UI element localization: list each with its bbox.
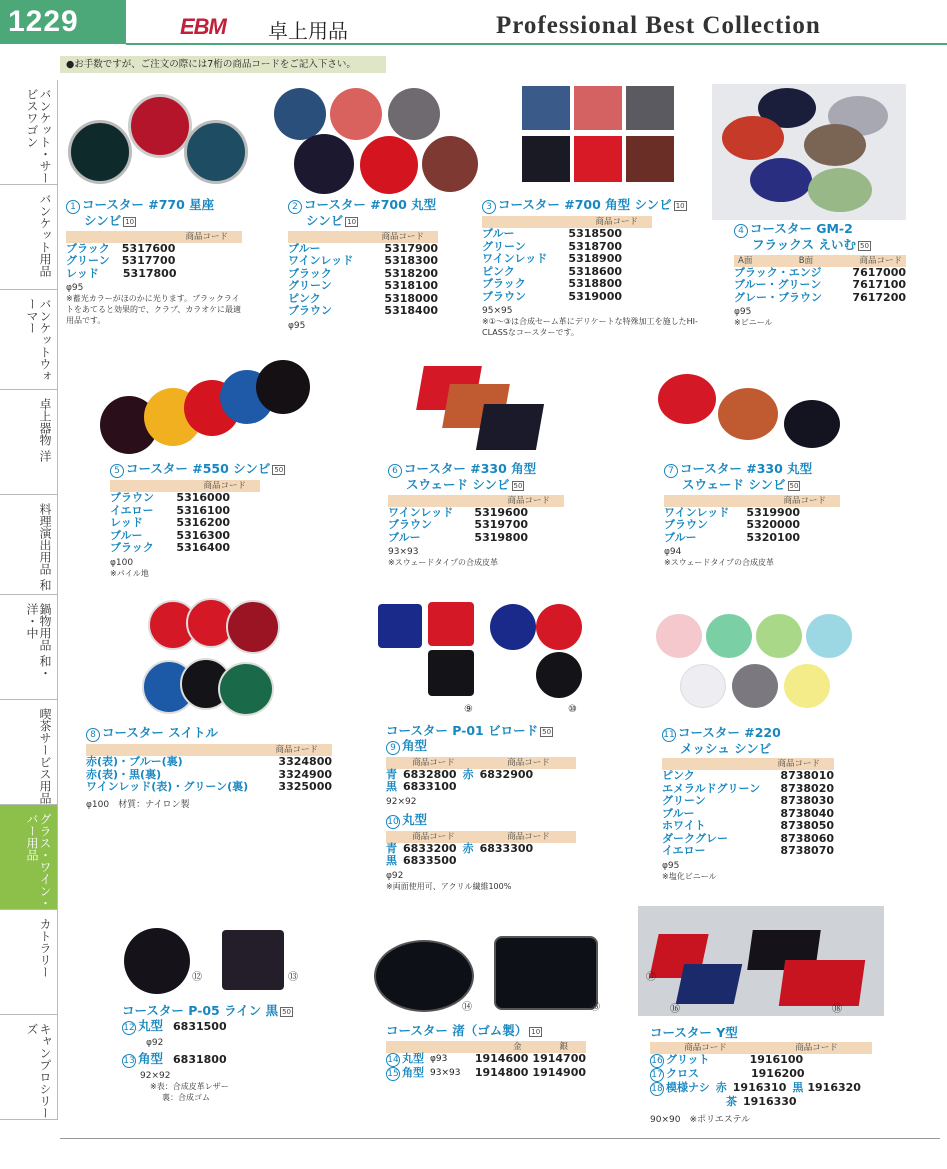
- list-item: レッド 5317800: [66, 266, 177, 280]
- code-header: 商品コード: [662, 758, 834, 770]
- item-number-badge: 8: [86, 728, 100, 742]
- list-item: ピンク 5318000: [288, 291, 438, 305]
- list-item: ブルー 5318500: [482, 227, 622, 240]
- pack-quantity-badge: 50: [859, 241, 869, 250]
- page-number: 1229: [0, 0, 126, 44]
- product-gm2: 4 コースター GM-2 フラックス えいむ 50 A面 B面 商品コード ブラック・エンジ 7617000 ブルー・グリーン 7617100 グレー・ブラウン 7617200 φ95 ※ビニール: [734, 221, 906, 327]
- product-220-mesh: 11 コースター #220 メッシュ シンビ 商品コード ピンク 8738010 エメラルドグリーン 8738020 グリーン 8738030 ブルー 8738040 ホワイト 8738050 ダークグレー 8738060 イエロー 8738070 φ95 ※塩化ビニール: [662, 725, 834, 881]
- list-item: ブルー 5319800: [388, 530, 528, 544]
- list-item: ワインレッド 5318900: [482, 252, 622, 265]
- product-photo-220: [654, 610, 858, 710]
- product-photo-suitoru: [140, 598, 290, 722]
- product-photo-770: [66, 88, 266, 188]
- list-item: イエロー 5316100: [110, 503, 230, 517]
- code-header: 商品コード: [86, 744, 332, 756]
- product-550: 5 コースター #550 シンビ 50 商品コード ブラウン 5316000 イエロー 5316100 レッド 5316200 ブルー 5316300 ブラック 5316400 φ100 ※パイル地: [110, 461, 284, 578]
- code-header: 商品コード: [66, 231, 242, 243]
- label-10: ⑩: [568, 704, 577, 715]
- product-700-round: 2 コースター #700 丸型 シンビ 10 商品コード ブルー 5317900 ワインレッド 5318300 ブラック 5318200 グリーン 5318100 ピンク 5318000 ブラウン 5318400 φ95: [288, 197, 438, 331]
- pack-quantity-badge: 50: [274, 465, 284, 474]
- code-header: 商品コード: [664, 495, 840, 507]
- sidebar-item-banquet-warmer[interactable]: バンケットウォーマー: [0, 290, 58, 390]
- list-item: ブルー・グリーン 7617100: [734, 278, 906, 291]
- product-photo-330-round: [656, 372, 846, 452]
- item-number-badge: 12: [123, 1022, 135, 1033]
- product-ytype: コースター Y型 商品コード 商品コード 16 グリット 1916100 17 クロス 1916200 18 模様ナシ 赤 1916310 黒 1916320 茶 1916330 90×90 ※ポリエステル: [650, 1026, 872, 1125]
- list-item: ブラウン 5319000: [482, 289, 622, 303]
- list-item: グリーン 5318100: [288, 279, 438, 292]
- list-item: ピンク 5318600: [482, 264, 622, 278]
- list-item: ワインレッド 5319900: [664, 505, 800, 519]
- code-header: 商品コード: [388, 495, 564, 507]
- pack-quantity-badge: 10: [675, 201, 685, 210]
- item-number-badge: 6: [388, 464, 402, 478]
- item-number-badge: 17: [651, 1070, 663, 1080]
- list-item: ピンク 8738010: [662, 769, 834, 782]
- code-header: 商品コード 商品コード: [386, 757, 576, 769]
- sidebar-item-banquet-wagon[interactable]: バンケット・サービスワゴン: [0, 80, 58, 185]
- list-item: イエロー 8738070: [662, 844, 834, 857]
- sidebar-item-banquet-goods[interactable]: バンケット用品: [0, 185, 58, 290]
- list-item: ワインレッド 5319600: [388, 505, 528, 519]
- item-number-badge: 13: [123, 1055, 135, 1066]
- product-p01-velour: コースター P-01 ビロード 50 9 角型 商品コード 商品コード 青 6832800 赤 6832900 黒 6833100 92×92 10 丸型 商品コード 商品コード 青 6833200 赤 6833300 黒 6833500 φ92 ※両面使用可、アクリル繊維100%: [386, 724, 576, 892]
- list-item: 赤(表)・ブルー(裏) 3324800: [86, 755, 332, 768]
- list-item: 黒 6833100: [386, 780, 457, 793]
- item-number-badge: 14: [387, 1054, 399, 1065]
- list-item: ブラウン 5320000: [664, 518, 800, 531]
- list-item: ホワイト 8738050: [662, 819, 834, 832]
- item-number-badge: 9: [386, 741, 400, 755]
- category-title: 卓上用品: [268, 19, 348, 43]
- product-photo-ytype: [638, 906, 884, 1016]
- item-number-badge: 18: [651, 1084, 663, 1094]
- item-number-badge: 16: [651, 1056, 663, 1066]
- header-rule: [126, 43, 947, 45]
- list-item: グリーン 8738030: [662, 794, 834, 807]
- footer-rule: [60, 1138, 940, 1139]
- product-photo-p05: [120, 924, 310, 1004]
- list-item: グレー・ブラウン 7617200: [734, 290, 906, 304]
- item-number-badge: 15: [387, 1068, 399, 1079]
- list-item: ブルー 5320100: [664, 530, 800, 544]
- list-item: ダークグレー 8738060: [662, 831, 834, 845]
- sidebar-item-glass-bar[interactable]: グラス・ワイン・バー用品: [0, 805, 58, 910]
- list-item: 赤(表)・黒(裏) 3324900: [86, 767, 332, 781]
- list-item: 15 角型 93×93 1914800 1914900: [387, 1065, 586, 1079]
- code-header: 商品コード: [110, 480, 260, 492]
- label-14: ⑭: [462, 1002, 472, 1013]
- code-header: 商品コード 商品コード: [650, 1042, 872, 1054]
- list-item: グリーン 5317700: [66, 254, 176, 267]
- list-item: ワインレッド 5318300: [288, 254, 438, 267]
- list-item: ワインレッド(表)・グリーン(裏) 3325000: [86, 780, 332, 793]
- product-nagisa: コースター 渚（ゴム製） 10 金 銀 14 丸型 φ93 1914600 1914700 15 角型 93×93 1914800 1914900: [386, 1023, 586, 1079]
- list-item: 14 丸型 φ93 1914600 1914700: [387, 1051, 586, 1065]
- list-item: ブラック 5317600: [66, 241, 176, 255]
- code-header: 商品コード: [288, 231, 438, 243]
- item-number-badge: 10: [387, 816, 399, 827]
- list-item: 青 6832800 赤 6832900: [386, 767, 534, 781]
- pack-quantity-badge: 50: [282, 1007, 292, 1016]
- list-item: 16 グリット 1916100: [651, 1053, 804, 1066]
- sidebar-item-campro[interactable]: キャンプロシリーズ: [0, 1015, 58, 1120]
- product-330-square: 6 コースター #330 角型 スウェード シンビ 50 商品コード ワインレッド 5319600 ブラウン 5319700 ブルー 5319800 93×93 ※スウェードタイプの合成皮革: [388, 462, 564, 568]
- item-number-badge: 1: [66, 200, 80, 214]
- sidebar-item-cafe[interactable]: 喫茶サービス用品: [0, 700, 58, 805]
- list-item: レッド 5316200: [110, 516, 230, 529]
- list-item: ブラック 5318800: [482, 277, 622, 290]
- product-770-seiza: 1 コースター #770 星座 シンビ 10 商品コード ブラック 5317600 グリーン 5317700 レッド 5317800 φ95 ※蓄光カラーがほのかに光ります。ブラックライトをあてると効果的で、クラブ、カラオケに最適用品です。: [66, 197, 242, 325]
- product-photo-550: [100, 360, 320, 460]
- list-item: ブラック・エンジ 7617000: [734, 265, 906, 279]
- product-330-round: 7 コースター #330 丸型 スウェード シンビ 50 商品コード ワインレッド 5319900 ブラウン 5320000 ブルー 5320100 φ94 ※スウェードタイプの合成皮革: [664, 462, 840, 568]
- list-item: グリーン 5318700: [482, 239, 622, 253]
- item-number-badge: 3: [482, 200, 496, 214]
- pack-quantity-badge: 50: [542, 727, 552, 736]
- sidebar-item-hotpot[interactable]: 鍋物用品 和・洋・中: [0, 595, 58, 700]
- code-header: 商品コード 商品コード: [386, 831, 576, 843]
- item-number-badge: 5: [110, 464, 124, 478]
- item-number-badge: 2: [288, 200, 302, 214]
- code-header: 金 銀: [386, 1041, 586, 1053]
- product-photo-gm2: [712, 84, 906, 220]
- list-item: ブラウン 5316000: [110, 491, 230, 504]
- product-p05-line: コースター P-05 ライン 黒 50 12 丸型 6831500 φ92 13 角型 6831800 92×92 ※表：合成皮革レザー 裏：合成ゴム: [122, 1003, 292, 1102]
- pack-quantity-badge: 10: [125, 217, 135, 226]
- label-9: ⑨: [464, 704, 473, 715]
- product-photo-nagisa: [370, 932, 616, 1016]
- label-18: ⑱: [832, 1004, 842, 1015]
- product-700-square: 3 コースター #700 角型 シンビ 10 商品コード ブルー 5318500 グリーン 5318700 ワインレッド 5318900 ピンク 5318600 ブラック 5318800 ブラウン 5319000 95×95 ※①～③は合成セーム革にデリケートな特殊加工を施したHI-CLASSなコースターです。: [482, 197, 698, 337]
- item-number-badge: 4: [734, 224, 748, 238]
- product-photo-330-square: [420, 366, 550, 456]
- sidebar-item-cutlery[interactable]: カトラリー: [0, 910, 58, 1015]
- list-item: ブラウン 5318400: [288, 304, 438, 317]
- product-photo-700-round: [272, 86, 484, 196]
- list-item: ブルー 8738040: [662, 806, 834, 820]
- label-16: ⑯: [670, 1004, 680, 1015]
- pack-quantity-badge: 10: [531, 1027, 541, 1036]
- code-header: 商品コード: [482, 216, 652, 228]
- list-item: 17 クロス 1916200: [651, 1067, 805, 1080]
- product-photo-700-square: [522, 86, 680, 186]
- code-header: A面 B面 商品コード: [734, 255, 906, 267]
- product-suitoru: 8 コースター スイトル 商品コード 赤(表)・ブルー(裏) 3324800 赤(表)・黒(裏) 3324900 ワインレッド(表)・グリーン(裏) 3325000 φ100 材質：ナイロン製: [86, 725, 332, 810]
- brand-logo: EBM: [180, 14, 226, 39]
- list-item: 青 6833200 赤 6833300: [386, 841, 534, 855]
- list-item: 茶 1916330: [726, 1095, 797, 1108]
- list-item: 黒 6833500: [386, 854, 457, 867]
- label-12: ⑫: [192, 972, 202, 983]
- product-photo-p01: [378, 600, 588, 720]
- list-item: ブラック 5318200: [288, 266, 438, 280]
- item-number-badge: 11: [663, 730, 675, 740]
- pack-quantity-badge: 50: [789, 481, 799, 490]
- label-13: ⑬: [288, 972, 298, 983]
- list-item: ブラウン 5319700: [388, 518, 528, 531]
- list-item: ブラック 5316400: [110, 541, 230, 554]
- list-item: ブルー 5316300: [110, 528, 230, 542]
- pack-quantity-badge: 50: [513, 481, 523, 490]
- label-15: ⑮: [590, 1002, 600, 1013]
- sidebar-item-presentation[interactable]: 料理演出用品 和: [0, 495, 58, 595]
- label-17: ⑰: [646, 972, 656, 983]
- collection-title: Professional Best Collection: [496, 12, 821, 39]
- pack-quantity-badge: 10: [347, 217, 357, 226]
- list-item: エメラルドグリーン 8738020: [662, 781, 834, 795]
- item-number-badge: 7: [664, 464, 678, 478]
- list-item: 18 模様ナシ 赤 1916310 黒 1916320: [651, 1081, 861, 1094]
- order-notice: ●お手数ですが、ご注文の際には7桁の商品コードをご記入下さい。: [60, 56, 386, 73]
- list-item: ブルー 5317900: [288, 241, 438, 255]
- sidebar-item-tableware[interactable]: 卓上器物 洋: [0, 390, 58, 495]
